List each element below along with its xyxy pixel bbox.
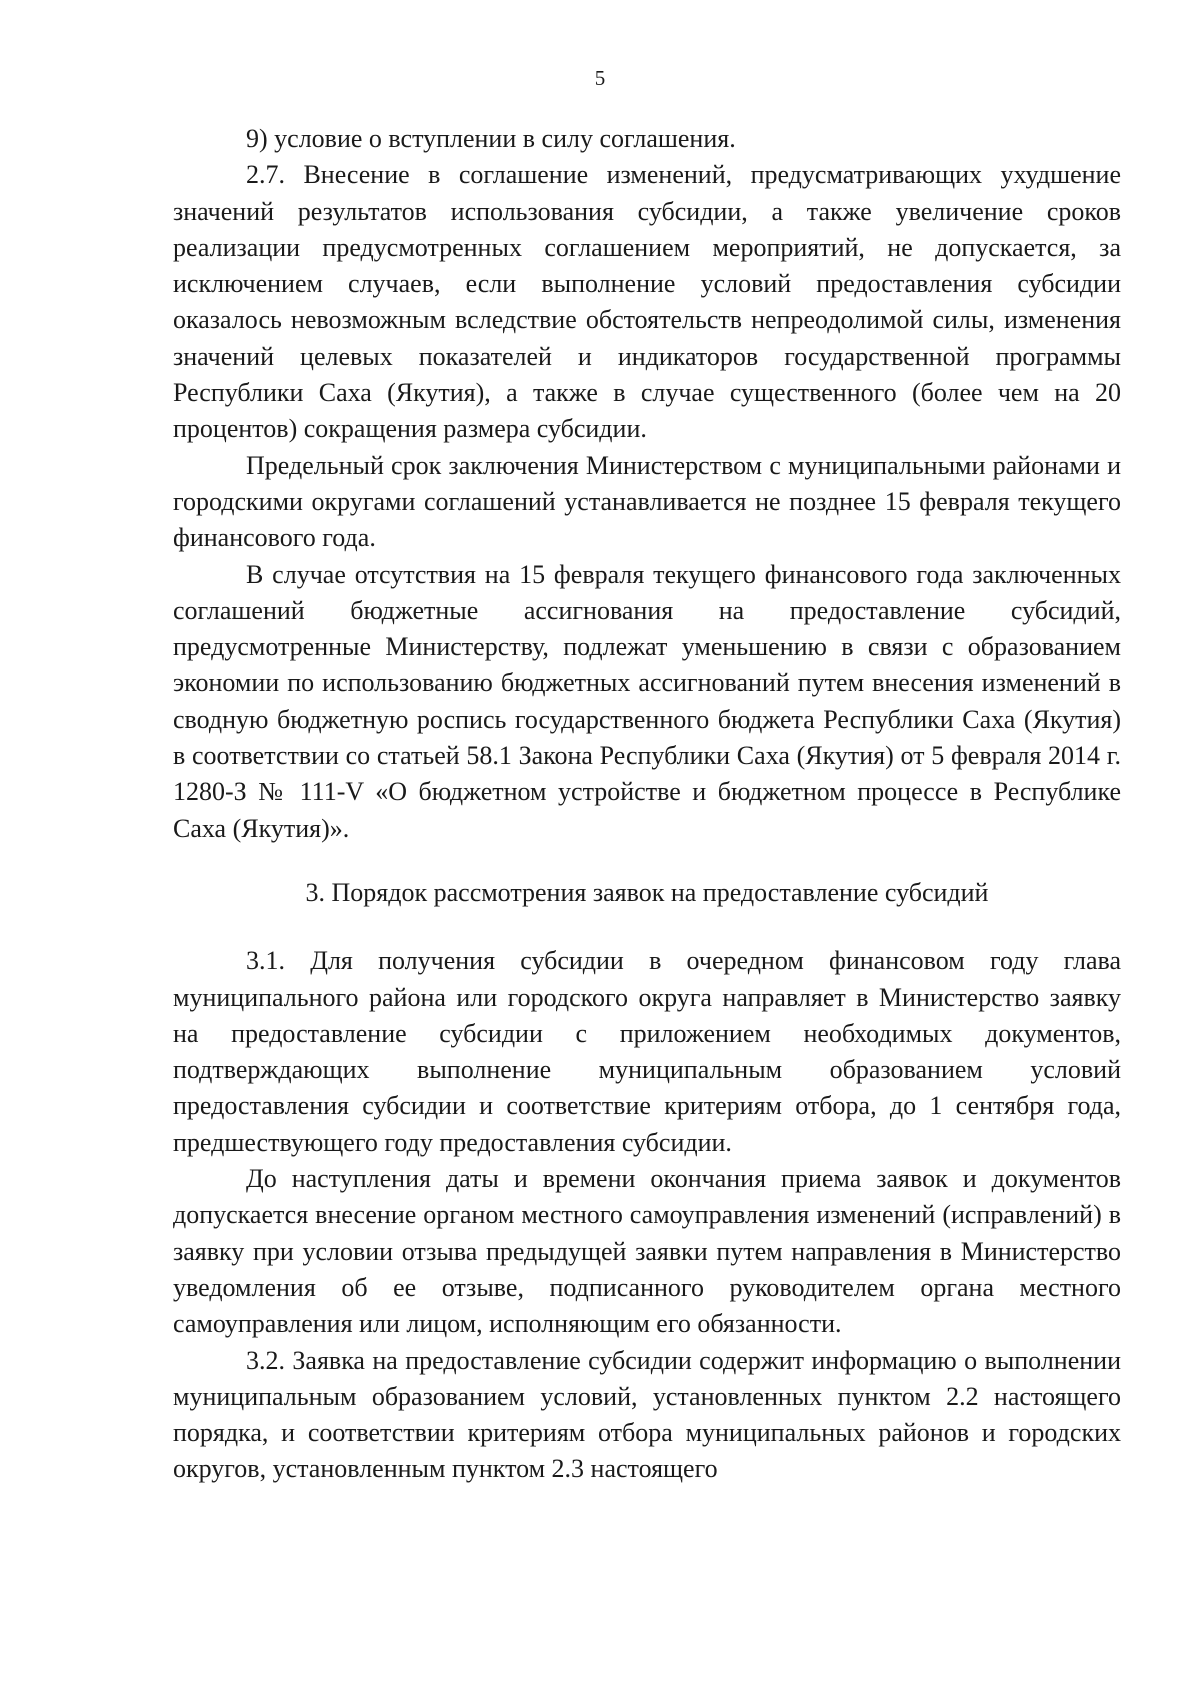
paragraph-3-1: 3.1. Для получения субсидии в очередном финансовом году глава муниципального района или городского округа направляет в Министерство заявку на предоставление субсидии с приложением необходимых документов, подтверждающих выполнение муниципальным образованием условий предоставления субсидии и соответствие критериям отбора, до 1 сентября года, предшествующего году предоставления субсидии.	[173, 946, 1121, 1157]
paragraph-amendments: До наступления даты и времени окончания приема заявок и документов допускается внесение органом местного самоуправления изменений (исправлений) в заявку при условии отзыва предыдущей заявки путем направления в Министерство уведомления об ее отзыве, подписанного руководителем органа местного самоуправления или лицом, исполняющим его обязанности.	[173, 1164, 1121, 1339]
paragraph-2-7: 2.7. Внесение в соглашение изменений, предусматривающих ухудшение значений результатов использования субсидии, а также увеличение сроков реализации предусмотренных соглашением мероприятий, не допускается, за исключением случаев, если выполнение условий предоставления субсидии оказалось невозможным вследствие обстоятельств непреодолимой силы, изменения значений целевых показателей и индикаторов государственной программы Республики Саха (Якутия), а также в случае существенного (более чем на 20 процентов) сокращения размера субсидии.	[173, 160, 1121, 444]
page-number: 5	[594, 66, 606, 90]
section-heading-3: 3. Порядок рассмотрения заявок на предоставление субсидий	[305, 877, 989, 907]
paragraph-3-2: 3.2. Заявка на предоставление субсидии содержит информацию о выполнении муниципальным образованием условий, установленных пунктом 2.2 настоящего порядка, и соответствии критериям отбора муниципальных районов и городских округов, установленным пунктом 2.3 настоящего	[173, 1345, 1121, 1484]
paragraph-deadline: Предельный срок заключения Министерством с муниципальными районами и городскими округами соглашений устанавливается не позднее 15 февраля текущего финансового года.	[173, 450, 1121, 553]
paragraph-absence-of-agreements: В случае отсутствия на 15 февраля текущего финансового года заключенных соглашений бюджетные ассигнования на предоставление субсидий, предусмотренные Министерству, подлежат уменьшению в связи с образованием экономии по использованию бюджетных ассигнований путем внесения изменений в сводную бюджетную роспись государственного бюджета Республики Саха (Якутия) в соответствии со статьей 58.1 Закона Республики Саха (Якутия) от 5 февраля 2014 г. 1280-З № 111-V «О бюджетном устройстве и бюджетном процессе в Республике Саха (Якутия)».	[173, 559, 1121, 843]
paragraph-item-9: 9) условие о вступлении в силу соглашения.	[246, 124, 736, 153]
document-body	[173, 121, 1121, 1488]
